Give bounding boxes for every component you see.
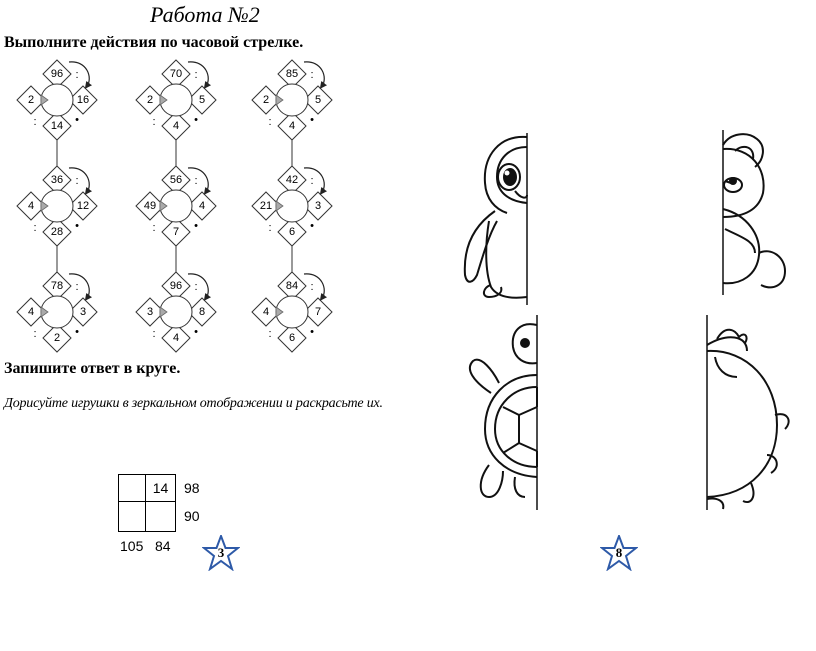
division-sign: :	[310, 281, 314, 293]
grid-row-total: 90	[184, 508, 200, 524]
star-number: 8	[615, 545, 623, 560]
flower-puzzle	[136, 272, 216, 352]
multiplication-sign: •	[310, 114, 314, 126]
grid-col-total: 84	[155, 538, 171, 554]
petal-number-top: 42	[285, 173, 299, 186]
division-sign: :	[75, 175, 79, 187]
petal-number-bottom: 7	[172, 225, 180, 238]
star-badge	[600, 535, 638, 571]
multiplication-sign: •	[194, 220, 198, 232]
petal-number-bottom: 6	[288, 225, 296, 238]
clockwise-arrow-icon	[304, 168, 324, 192]
petal-number-top: 85	[285, 67, 299, 80]
petal-number-top: 96	[50, 67, 64, 80]
petal-number-left: 2	[27, 93, 35, 106]
multiplication-sign: •	[75, 114, 79, 126]
division-sign: :	[33, 222, 37, 234]
answer-grid	[118, 474, 176, 532]
page-title: Работа №2	[150, 2, 260, 27]
petal-number-top: 56	[169, 173, 183, 186]
clockwise-arrow-icon	[69, 274, 89, 298]
division-sign: :	[310, 175, 314, 187]
petal-number-top: 78	[50, 279, 64, 292]
grid-row-total: 98	[184, 480, 200, 496]
flower-puzzle	[17, 272, 97, 352]
petal-number-right: 8	[198, 305, 206, 318]
petal-number-bottom: 4	[172, 119, 180, 132]
petal-number-right: 3	[314, 199, 322, 212]
petal-number-left: 4	[27, 199, 35, 212]
division-sign: :	[268, 116, 272, 128]
flower-puzzle	[136, 166, 216, 246]
clockwise-arrow-icon	[304, 62, 324, 86]
instruction-clockwise: Выполните действия по часовой стрелке.	[4, 34, 304, 51]
petal-number-right: 5	[314, 93, 322, 106]
division-sign: :	[194, 281, 198, 293]
division-sign: :	[152, 116, 156, 128]
bug-half-drawing	[707, 315, 789, 510]
petal-number-right: 3	[79, 305, 87, 318]
petal-number-left: 4	[262, 305, 270, 318]
division-sign: :	[33, 328, 37, 340]
petal-number-left: 21	[259, 199, 273, 212]
petal-number-top: 36	[50, 173, 64, 186]
penguin-half-drawing	[465, 133, 527, 305]
petal-number-right: 7	[314, 305, 322, 318]
clockwise-arrow-icon	[69, 168, 89, 192]
flower-puzzle	[252, 272, 332, 352]
grid-col-total: 105	[120, 538, 144, 554]
petal-number-left: 49	[143, 199, 157, 212]
flower-puzzle	[252, 166, 332, 246]
petal-number-top: 70	[169, 67, 183, 80]
petal-number-left: 4	[27, 305, 35, 318]
division-sign: :	[75, 281, 79, 293]
petal-number-right: 12	[76, 199, 90, 212]
clockwise-arrow-icon	[188, 168, 208, 192]
petal-number-bottom: 6	[288, 331, 296, 344]
flower-puzzle	[252, 60, 332, 140]
multiplication-sign: •	[310, 326, 314, 338]
flower-puzzle	[17, 60, 97, 140]
petal-number-bottom: 2	[53, 331, 61, 344]
instruction-write-answer: Запишите ответ в круге.	[4, 360, 181, 377]
clockwise-arrow-icon	[188, 274, 208, 298]
petal-number-top: 84	[285, 279, 299, 292]
division-sign: :	[152, 328, 156, 340]
division-sign: :	[194, 69, 198, 81]
mirror-drawings	[455, 125, 795, 520]
division-sign: :	[268, 222, 272, 234]
petal-number-right: 16	[76, 93, 90, 106]
clockwise-arrow-icon	[304, 274, 324, 298]
division-sign: :	[75, 69, 79, 81]
multiplication-sign: •	[75, 220, 79, 232]
turtle-half-drawing	[470, 315, 537, 510]
petal-number-right: 4	[198, 199, 206, 212]
division-sign: :	[268, 328, 272, 340]
division-sign: :	[194, 175, 198, 187]
flower-puzzle	[136, 60, 216, 140]
bear-half-drawing	[723, 130, 785, 295]
instruction-mirror-drawing: Дорисуйте игрушки в зеркальном отображении и раскрасьте их.	[4, 396, 383, 411]
division-sign: :	[152, 222, 156, 234]
multiplication-sign: •	[194, 326, 198, 338]
grid-cell[interactable]	[118, 502, 146, 532]
multiplication-sign: •	[75, 326, 79, 338]
petal-number-bottom: 4	[172, 331, 180, 344]
petal-number-left: 3	[146, 305, 154, 318]
star-number: 3	[217, 545, 225, 560]
division-sign: :	[310, 69, 314, 81]
petal-number-left: 2	[146, 93, 154, 106]
grid-cell[interactable]	[146, 502, 176, 532]
multiplication-sign: •	[194, 114, 198, 126]
petal-number-top: 96	[169, 279, 183, 292]
petal-number-bottom: 4	[288, 119, 296, 132]
petal-number-left: 2	[262, 93, 270, 106]
clockwise-arrow-icon	[69, 62, 89, 86]
grid-cell-given: 14	[146, 474, 176, 502]
grid-cell[interactable]	[118, 474, 146, 502]
clockwise-arrow-icon	[188, 62, 208, 86]
flower-puzzle	[17, 166, 97, 246]
multiplication-sign: •	[310, 220, 314, 232]
star-badge	[202, 535, 240, 571]
petal-number-bottom: 28	[50, 225, 64, 238]
petal-number-bottom: 14	[50, 119, 64, 132]
flower-puzzles	[0, 50, 360, 360]
division-sign: :	[33, 116, 37, 128]
petal-number-right: 5	[198, 93, 206, 106]
